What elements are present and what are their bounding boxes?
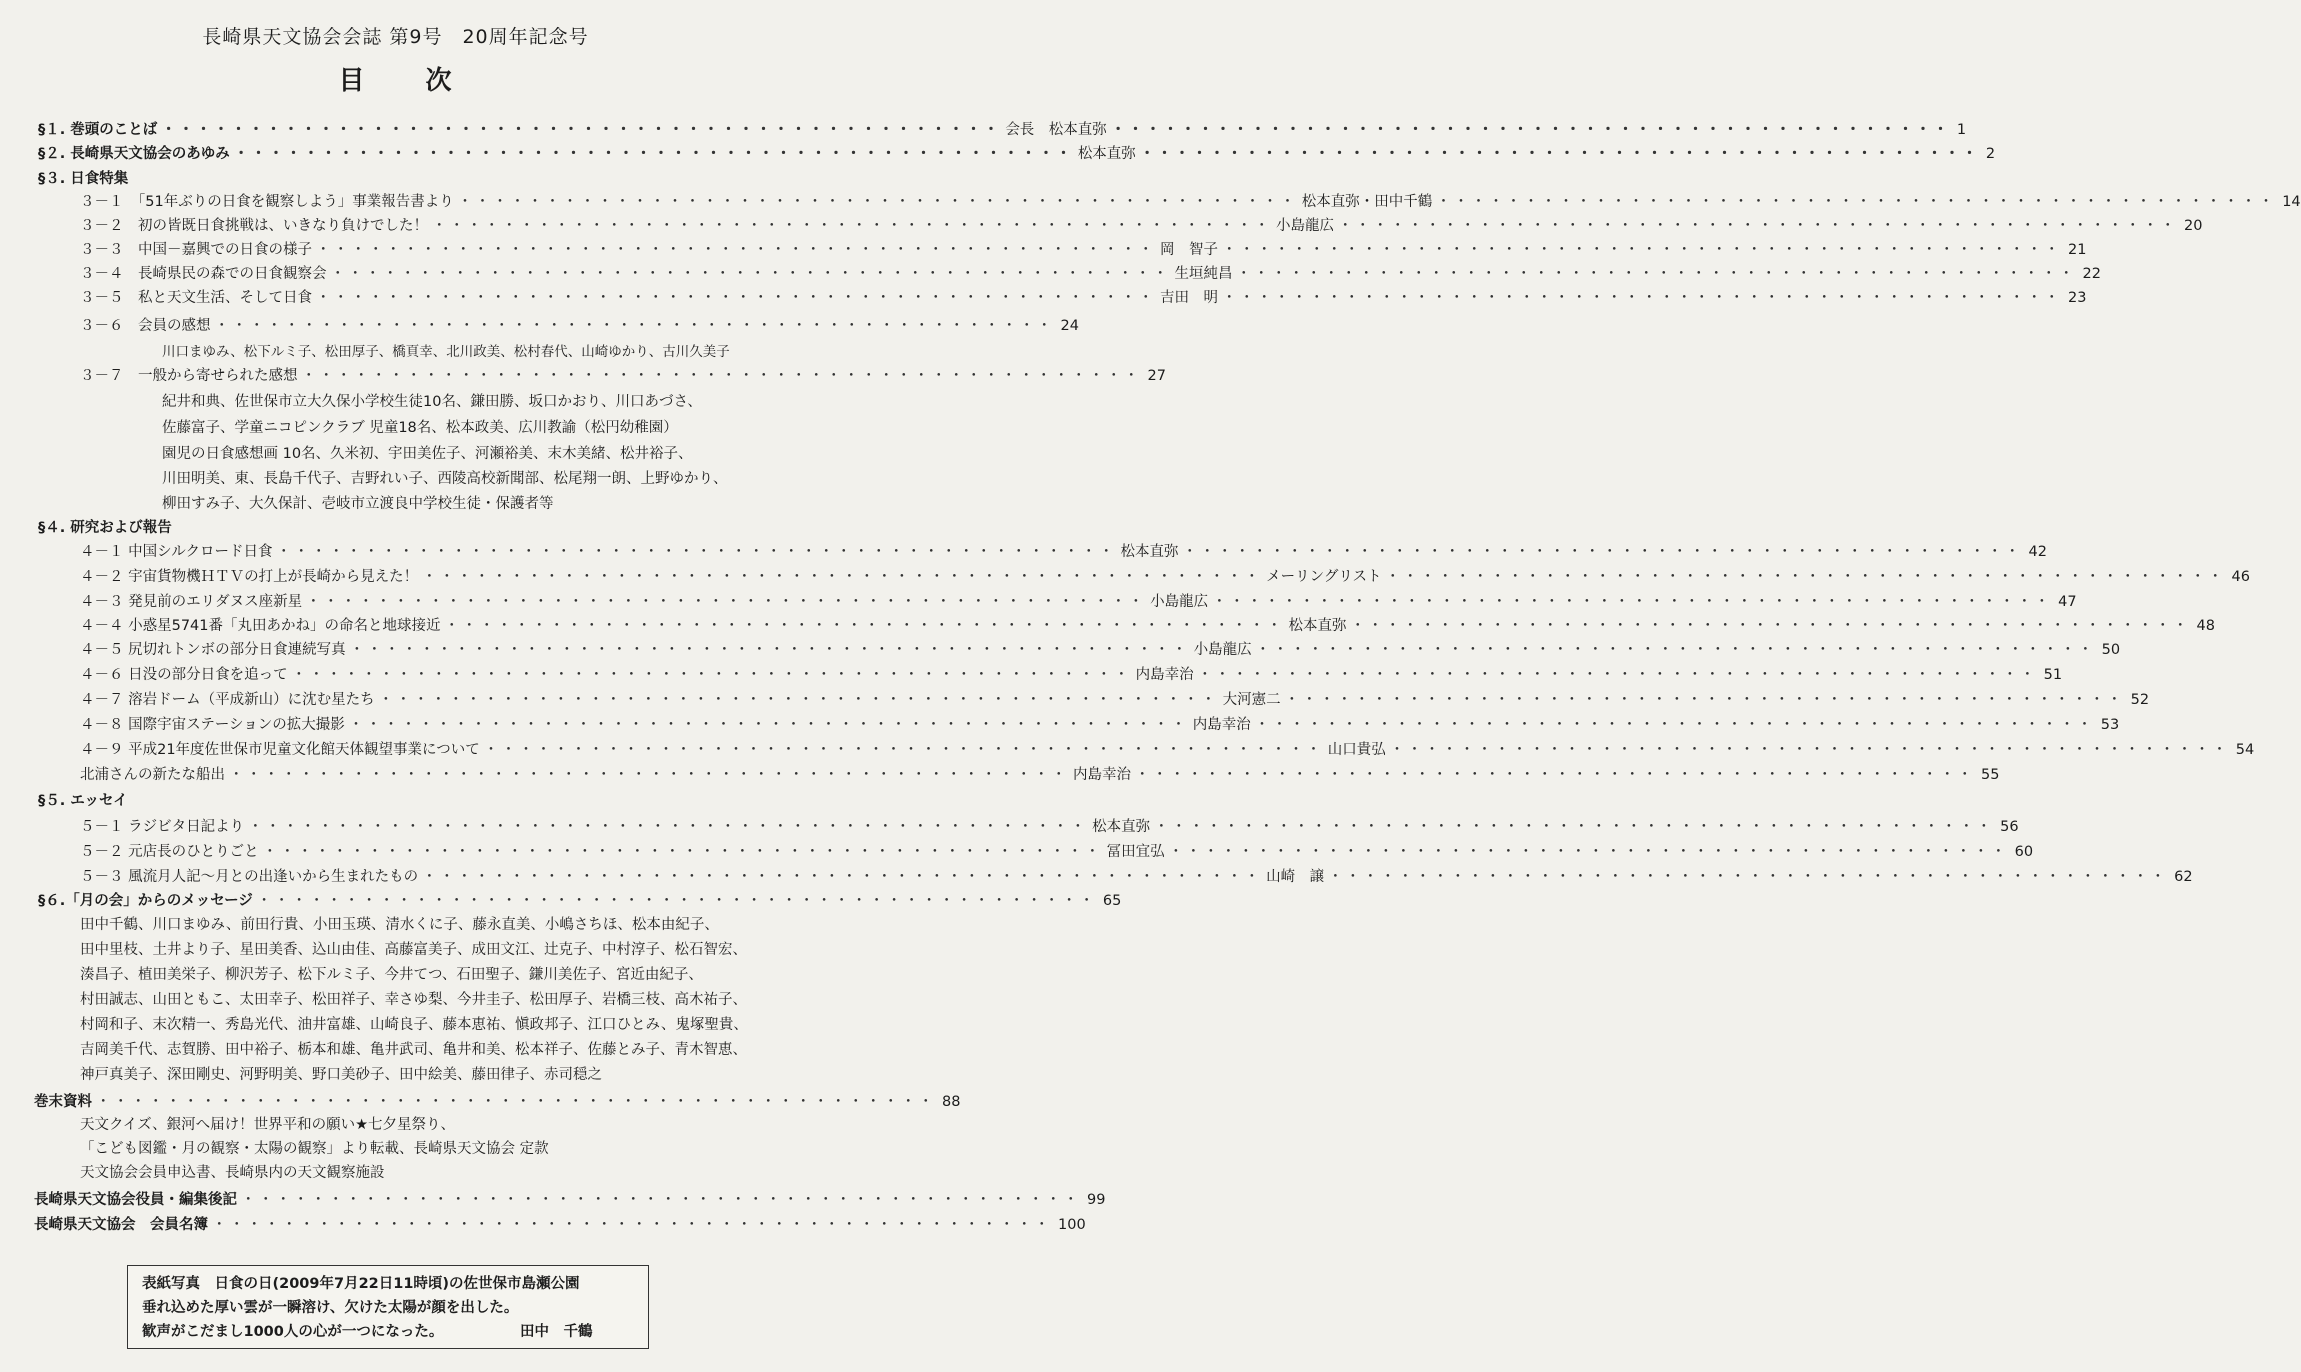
toc-title: ４－２ 宇宙貨物機ＨＴＶの打上が長崎から見えた！ [80, 569, 419, 585]
contributor-names: 紀井和典、佐世保市立大久保小学校生徒10名、鎌田勝、坂口かおり、川口あづさ、 [162, 394, 702, 410]
leader-dots: ・・・・・・・・・・・・・・・・・・・・・・・・・・・・・・・・・・・・・・・・・・・・・・・・ [214, 318, 1055, 334]
toc-author: 山口貴弘 [1327, 742, 1386, 758]
toc-author: 岡 智子 [1160, 242, 1218, 258]
toc-row [34, 1188, 1106, 1212]
toc-section-heading [38, 167, 738, 191]
contributor-names: 村岡和子、末次精一、秀島光代、油井富雄、山崎良子、藤本恵祐、愼政邦子、江口ひとみ、鬼塚聖貴、 [80, 1017, 748, 1033]
toc-page-number: 20 [2184, 218, 2203, 234]
leader-dots: ・・・・・・・・・・・・・・・・・・・・・・・・・・・・・・・・・・・・・・・・・・・・・・・・ [262, 844, 1103, 860]
leader-dots: ・・・・・・・・・・・・・・・・・・・・・・・・・・・・・・・・・・・・・・・・・・・・・・・・ [330, 266, 1171, 282]
toc-title: ５－１ ラジビタ日記より [80, 819, 245, 835]
leader-dots: ・・・・・・・・・・・・・・・・・・・・・・・・・・・・・・・・・・・・・・・・・・・・・・・・ [316, 290, 1156, 306]
caption-line: 垂れ込めた厚い雲が一瞬溶け、欠けた太陽が顔を出した。 [142, 1300, 519, 1316]
contributor-names: 神戸真美子、深田剛史、河野明美、野口美砂子、田中絵美、藤田律子、赤司穏之 [80, 1067, 602, 1083]
toc-title: 長崎県天文協会役員・編集後記 [34, 1192, 237, 1208]
leader-dots: ・・・・・・・・・・・・・・・・・・・・・・・・・・・・・・・・・・・・・・・・・・・・・・・・ [1328, 869, 2169, 885]
appendix-line: 天文クイズ、銀河へ届け！世界平和の願い★七夕星祭り、 [80, 1117, 456, 1133]
leader-dots: ・・・・・・・・・・・・・・・・・・・・・・・・・・・・・・・・・・・・・・・・・・・・・・・・ [276, 544, 1117, 560]
leader-dots: ・・・・・・・・・・・・・・・・・・・・・・・・・・・・・・・・・・・・・・・・・・・・・・・・ [1255, 642, 2096, 658]
toc-page-number: 65 [1102, 893, 1122, 909]
leader-dots: ・・・・・・・・・・・・・・・・・・・・・・・・・・・・・・・・・・・・・・・・・・・・・・・・ [1254, 717, 2095, 733]
toc-row [80, 688, 2150, 712]
toc-page-number: 52 [2130, 692, 2150, 708]
leader-dots: ・・・・・・・・・・・・・・・・・・・・・・・・・・・・・・・・・・・・・・・・・・・・・・・・ [1135, 767, 1975, 783]
toc-row [80, 738, 2255, 762]
contributor-names: 川口まゆみ、松下ルミ子、松田厚子、橋頁幸、北川政美、松村春代、山崎ゆかり、古川久美子 [162, 344, 730, 360]
leader-dots: ・・・・・・・・・・・・・・・・・・・・・・・・・・・・・・・・・・・・・・・・・・・・・・・・ [1182, 544, 2023, 560]
leader-dots: ・・・・・・・・・・・・・・・・・・・・・・・・・・・・・・・・・・・・・・・・・・・・・・・・ [1236, 266, 2077, 282]
leader-dots: ・・・・・・・・・・・・・・・・・・・・・・・・・・・・・・・・・・・・・・・・・・・・・・・・ [483, 742, 1324, 758]
leader-dots: ・・・・・・・・・・・・・・・・・・・・・・・・・・・・・・・・・・・・・・・・・・・・・・・・ [212, 1217, 1052, 1233]
contributor-names: 佐藤富子、学童ニコピンクラブ 児童18名、松本政美、広川教諭（松円幼稚園） [162, 420, 678, 436]
toc-page-number: 42 [2028, 544, 2047, 560]
toc-page-number: 14 [2282, 194, 2301, 210]
toc-row [80, 565, 2250, 589]
toc-title: ４－８ 国際宇宙ステーションの拡大撮影 [80, 717, 345, 733]
toc-section-heading [38, 789, 738, 813]
leader-dots: ・・・・・・・・・・・・・・・・・・・・・・・・・・・・・・・・・・・・・・・・・・・・・・・・ [1436, 194, 2277, 210]
toc-author: 松本直弥 [1092, 819, 1151, 835]
leader-dots: ・・・・・・・・・・・・・・・・・・・・・・・・・・・・・・・・・・・・・・・・・・・・・・・・ [229, 767, 1069, 783]
toc-row [80, 663, 2063, 687]
toc-author: 会長 松本直弥 [1005, 122, 1107, 138]
toc-row [38, 118, 1967, 142]
contributor-names: 吉岡美千代、志賀勝、田中裕子、栃本和雄、亀井武司、亀井和美、松本祥子、佐藤とみ子、青木智恵、 [80, 1042, 747, 1058]
toc-author: メーリングリスト [1266, 569, 1382, 585]
cover-photo-caption [127, 1265, 649, 1349]
toc-page-number: 56 [2000, 819, 2019, 835]
toc-title: ４－１ 中国シルクロード日食 [80, 544, 273, 560]
toc-page-number: 53 [2100, 717, 2120, 733]
leader-dots: ・・・・・・・・・・・・・・・・・・・・・・・・・・・・・・・・・・・・・・・・・・・・・・・・ [1385, 569, 2226, 585]
toc-page-number: 100 [1058, 1217, 1086, 1233]
leader-dots: ・・・・・・・・・・・・・・・・・・・・・・・・・・・・・・・・・・・・・・・・・・・・・・・・ [1284, 692, 2125, 708]
toc-row [80, 238, 2087, 262]
toc-page-number: 21 [2068, 242, 2087, 258]
toc-row [80, 713, 2120, 737]
leader-dots: ・・・・・・・・・・・・・・・・・・・・・・・・・・・・・・・・・・・・・・・・・・・・・・・・ [96, 1094, 936, 1110]
toc-author: 小島龍広 [1276, 218, 1334, 234]
toc-page-number: 23 [2068, 290, 2087, 306]
toc-page-number: 50 [2101, 642, 2121, 658]
toc-row [80, 286, 2087, 310]
toc-page-number: 60 [2014, 844, 2034, 860]
contributor-names: 柳田すみ子、大久保計、壱岐市立渡良中学校生徒・保護者等 [162, 496, 554, 512]
leader-dots: ・・・・・・・・・・・・・・・・・・・・・・・・・・・・・・・・・・・・・・・・・・・・・・・・ [1110, 122, 1951, 138]
toc-author: 小島龍広 [1193, 642, 1252, 658]
journal-title: 長崎県天文協会会誌 第9号 20周年記念号 [202, 26, 589, 48]
toc-title: ４－４ 小惑星5741番「丸田あかね」の命名と地球接近 [80, 618, 441, 634]
toc-page-number: 46 [2231, 569, 2250, 585]
caption-line: 表紙写真 日食の日(2009年7月22日11時頃)の佐世保市島瀬公園 [142, 1276, 580, 1292]
toc-title: ４－３ 発見前のエリダヌス座新星 [80, 594, 303, 610]
toc-author: 松本直弥 [1077, 146, 1136, 162]
toc-title: ３－６ 会員の感想 [80, 318, 211, 334]
toc-row [80, 214, 2203, 238]
toc-row [80, 815, 2019, 839]
toc-title: §４. 研究および報告 [38, 520, 172, 536]
leader-dots: ・・・・・・・・・・・・・・・・・・・・・・・・・・・・・・・・・・・・・・・・・・・・・・・・ [316, 242, 1156, 258]
contributor-names: 田中里枝、土井より子、星田美香、込山由佳、高藤富美子、成田文江、辻克子、中村淳子、松石智宏、 [80, 942, 747, 958]
leader-dots: ・・・・・・・・・・・・・・・・・・・・・・・・・・・・・・・・・・・・・・・・・・・・・・・・ [248, 819, 1089, 835]
toc-title: 長崎県天文協会 会員名簿 [34, 1217, 208, 1233]
leader-dots: ・・・・・・・・・・・・・・・・・・・・・・・・・・・・・・・・・・・・・・・・・・・・・・・・ [1154, 819, 1995, 835]
leader-dots: ・・・・・・・・・・・・・・・・・・・・・・・・・・・・・・・・・・・・・・・・・・・・・・・・ [161, 122, 1002, 138]
toc-page-number: 24 [1060, 318, 1079, 334]
toc-heading-left: 目 [338, 66, 366, 96]
leader-dots: ・・・・・・・・・・・・・・・・・・・・・・・・・・・・・・・・・・・・・・・・・・・・・・・・ [1338, 218, 2178, 234]
appendix-line: 「こども図鑑・月の観察・太陽の観察」より転載、長崎県天文協会 定款 [80, 1141, 549, 1157]
toc-page-number: 2 [1985, 146, 1996, 162]
toc-title: ４－６ 日没の部分日食を追って [80, 667, 288, 683]
toc-title: ４－５ 尻切れトンボの部分日食連続写真 [80, 642, 346, 658]
leader-dots: ・・・・・・・・・・・・・・・・・・・・・・・・・・・・・・・・・・・・・・・・・・・・・・・・ [1222, 290, 2062, 306]
leader-dots: ・・・・・・・・・・・・・・・・・・・・・・・・・・・・・・・・・・・・・・・・・・・・・・・・ [348, 717, 1189, 733]
toc-heading-right: 次 [425, 66, 453, 96]
toc-page-number: 47 [2058, 594, 2077, 610]
toc-title: ３－１ 「51年ぶりの日食を観察しよう」事業報告書より [80, 194, 454, 210]
toc-title: ５－２ 元店長のひとりごと [80, 844, 259, 860]
leader-dots: ・・・・・・・・・・・・・・・・・・・・・・・・・・・・・・・・・・・・・・・・・・・・・・・・ [432, 218, 1272, 234]
toc-author: 内島幸治 [1073, 767, 1131, 783]
toc-title: 巻末資料 [34, 1094, 92, 1110]
leader-dots: ・・・・・・・・・・・・・・・・・・・・・・・・・・・・・・・・・・・・・・・・・・・・・・・・ [1168, 844, 2009, 860]
toc-title: ４－７ 溶岩ドーム（平成新山）に沈む星たち [80, 692, 375, 708]
toc-row [80, 840, 2034, 864]
leader-dots: ・・・・・・・・・・・・・・・・・・・・・・・・・・・・・・・・・・・・・・・・・・・・・・・・ [301, 368, 1142, 384]
leader-dots: ・・・・・・・・・・・・・・・・・・・・・・・・・・・・・・・・・・・・・・・・・・・・・・・・ [444, 618, 1285, 634]
toc-title: ５－３ 風流月人記～月との出逢いから生まれたもの [80, 869, 419, 885]
toc-page-number: 88 [942, 1094, 961, 1110]
appendix-line: 天文協会会員申込書、長崎県内の天文観察施設 [80, 1165, 385, 1181]
contributor-names: 村田誠志、山田ともこ、太田幸子、松田祥子、幸さゆ梨、今井圭子、松田厚子、岩橋三枝、高木祐子、 [80, 992, 747, 1008]
leader-dots: ・・・・・・・・・・・・・・・・・・・・・・・・・・・・・・・・・・・・・・・・・・・・・・・・ [306, 594, 1147, 610]
contributor-names: 田中千鶴、川口まゆみ、前田行貴、小田玉瑛、清水くに子、藤永直美、小嶋さちほ、松本由紀子、 [80, 917, 719, 933]
toc-author: 冨田宜弘 [1106, 844, 1165, 860]
toc-title: §２. 長崎県天文協会のあゆみ [38, 146, 230, 162]
toc-row [34, 1213, 1086, 1237]
leader-dots: ・・・・・・・・・・・・・・・・・・・・・・・・・・・・・・・・・・・・・・・・・・・・・・・・ [349, 642, 1190, 658]
toc-page-number: 99 [1087, 1192, 1106, 1208]
toc-row [80, 590, 2077, 614]
leader-dots: ・・・・・・・・・・・・・・・・・・・・・・・・・・・・・・・・・・・・・・・・・・・・・・・・ [1389, 742, 2230, 758]
leader-dots: ・・・・・・・・・・・・・・・・・・・・・・・・・・・・・・・・・・・・・・・・・・・・・・・・ [256, 893, 1097, 909]
toc-row [80, 314, 1079, 338]
toc-page-number: 62 [2174, 869, 2193, 885]
toc-page-number: 48 [2196, 618, 2215, 634]
toc-page-number: 1 [1956, 122, 1967, 138]
toc-title: ４－９ 平成21年度佐世保市児童文化館天体観望事業について [80, 742, 480, 758]
toc-page-number: 22 [2082, 266, 2101, 282]
leader-dots: ・・・・・・・・・・・・・・・・・・・・・・・・・・・・・・・・・・・・・・・・・・・・・・・・ [457, 194, 1298, 210]
toc-author: 生垣純昌 [1174, 266, 1233, 282]
leader-dots: ・・・・・・・・・・・・・・・・・・・・・・・・・・・・・・・・・・・・・・・・・・・・・・・・ [1350, 618, 2191, 634]
toc-author: 小島龍広 [1150, 594, 1209, 610]
contributor-names: 川田明美、東、長島千代子、吉野れい子、西陵高校新聞部、松尾翔一朗、上野ゆかり、 [162, 471, 728, 487]
caption-line: 歓声がこだまし1000人の心が一つになった。 [142, 1324, 444, 1340]
toc-row [80, 190, 2301, 214]
toc-row [38, 889, 1122, 913]
toc-title: 北浦さんの新たな船出 [80, 767, 225, 783]
toc-page-number: 51 [2043, 667, 2063, 683]
toc-section-heading [38, 516, 738, 540]
toc-title: §１. 巻頭のことば [38, 122, 158, 138]
leader-dots: ・・・・・・・・・・・・・・・・・・・・・・・・・・・・・・・・・・・・・・・・・・・・・・・・ [241, 1192, 1081, 1208]
toc-title: ３－４ 長崎県民の森での日食観察会 [80, 266, 327, 282]
toc-row [34, 1090, 961, 1114]
toc-row [80, 614, 2215, 638]
toc-author: 大河憲二 [1222, 692, 1281, 708]
leader-dots: ・・・・・・・・・・・・・・・・・・・・・・・・・・・・・・・・・・・・・・・・・・・・・・・・ [1197, 667, 2038, 683]
leader-dots: ・・・・・・・・・・・・・・・・・・・・・・・・・・・・・・・・・・・・・・・・・・・・・・・・ [422, 569, 1263, 585]
toc-row [80, 262, 2101, 286]
toc-author: 内島幸治 [1135, 667, 1194, 683]
toc-title: ３－５ 私と天文生活、そして日食 [80, 290, 312, 306]
toc-title: ３－７ 一般から寄せられた感想 [80, 368, 298, 384]
toc-page-number: 55 [1981, 767, 2000, 783]
toc-title: ３－２ 初の皆既日食挑戦は、いきなり負けでした！ [80, 218, 428, 234]
toc-title: §３. 日食特集 [38, 171, 129, 187]
leader-dots: ・・・・・・・・・・・・・・・・・・・・・・・・・・・・・・・・・・・・・・・・・・・・・・・・ [422, 869, 1263, 885]
toc-page-number: 54 [2235, 742, 2255, 758]
toc-row [80, 638, 2121, 662]
toc-title: ３－３ 中国－嘉興での日食の様子 [80, 242, 312, 258]
leader-dots: ・・・・・・・・・・・・・・・・・・・・・・・・・・・・・・・・・・・・・・・・・・・・・・・・ [291, 667, 1132, 683]
toc-author: 松本直弥 [1288, 618, 1347, 634]
toc-title: §５. エッセイ [38, 793, 128, 809]
toc-row [80, 865, 2193, 889]
toc-page-number: 27 [1147, 368, 1166, 384]
toc-row [38, 142, 1996, 166]
toc-author: 松本直弥・田中千鶴 [1301, 194, 1433, 210]
leader-dots: ・・・・・・・・・・・・・・・・・・・・・・・・・・・・・・・・・・・・・・・・・・・・・・・・ [1212, 594, 2053, 610]
toc-author: 山崎 譲 [1266, 869, 1325, 885]
toc-author: 内島幸治 [1192, 717, 1251, 733]
toc-row [80, 763, 2000, 787]
leader-dots: ・・・・・・・・・・・・・・・・・・・・・・・・・・・・・・・・・・・・・・・・・・・・・・・・ [1222, 242, 2062, 258]
contributor-names: 湊昌子、植田美栄子、柳沢芳子、松下ルミ子、今井てつ、石田聖子、鎌川美佐子、宮近由紀子、 [80, 967, 703, 983]
toc-heading [0, 60, 791, 97]
contributor-names: 園児の日食感想画 10名、久米初、宇田美佐子、河瀬裕美、末木美緒、松井裕子、 [162, 446, 693, 462]
toc-title: §６.「月の会」からのメッセージ [38, 893, 253, 909]
leader-dots: ・・・・・・・・・・・・・・・・・・・・・・・・・・・・・・・・・・・・・・・・・・・・・・・・ [378, 692, 1219, 708]
toc-author: 松本直弥 [1120, 544, 1179, 560]
toc-row [80, 540, 2047, 564]
toc-author: 吉田 明 [1160, 290, 1218, 306]
leader-dots: ・・・・・・・・・・・・・・・・・・・・・・・・・・・・・・・・・・・・・・・・・・・・・・・・ [233, 146, 1074, 162]
toc-row [80, 364, 1166, 388]
caption-author: 田中 千鶴 [520, 1324, 593, 1340]
leader-dots: ・・・・・・・・・・・・・・・・・・・・・・・・・・・・・・・・・・・・・・・・・・・・・・・・ [1139, 146, 1980, 162]
